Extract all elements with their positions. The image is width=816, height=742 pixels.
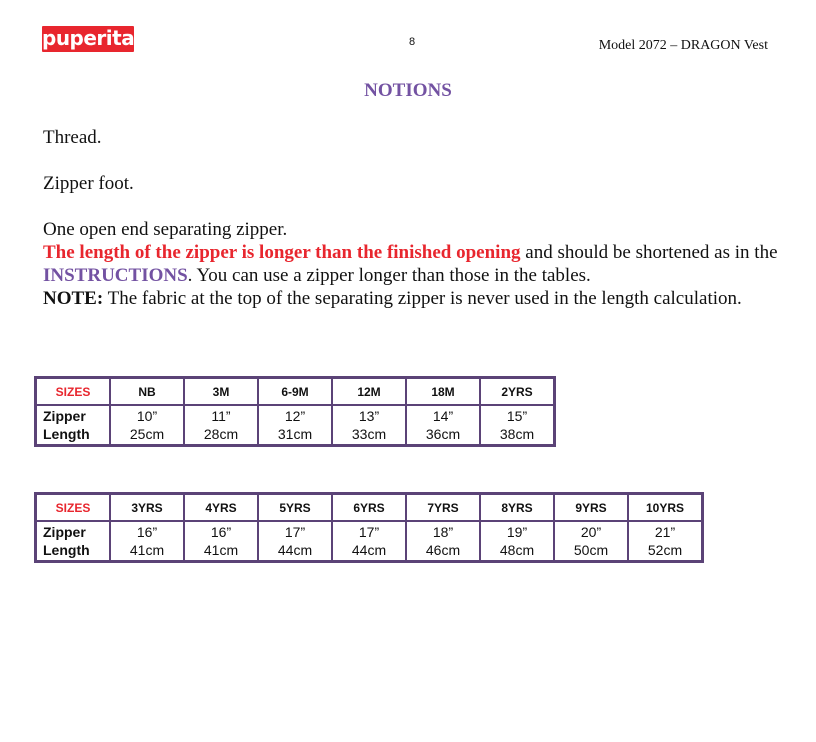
length-inches: 12”: [284, 408, 306, 424]
zipper-length-label: [36, 405, 111, 446]
length-cm: 28cm: [203, 426, 239, 442]
length-cm: 36cm: [425, 426, 461, 442]
size-cell: 3M: [184, 378, 258, 406]
length-cell: [480, 405, 555, 446]
size-cell: 7YRS: [406, 494, 480, 522]
length-cell: [480, 521, 554, 562]
length-warning: The length of the zipper is longer than the finished opening: [43, 242, 521, 263]
length-inches: 10”: [136, 408, 158, 424]
puperita-logo: puperita: [42, 26, 135, 50]
sizes-header-row: [36, 378, 555, 406]
length-cm: 52cm: [647, 542, 683, 558]
size-cell: 8YRS: [480, 494, 554, 522]
length-cell: [258, 405, 332, 446]
length-cm: 44cm: [351, 542, 387, 558]
sizes-label: SIZES: [36, 378, 111, 406]
length-inches: 18”: [432, 524, 454, 540]
zipper-length-paragraph: [43, 241, 783, 287]
section-title: NOTIONS: [364, 80, 452, 101]
notions-body: [43, 126, 783, 310]
size-cell: 6YRS: [332, 494, 406, 522]
row-label-line: Zipper: [43, 408, 86, 424]
length-cell: [110, 521, 184, 562]
note-text: The fabric at the top of the separating zipper is never used in the length calculation.: [103, 288, 742, 309]
row-label-line: Length: [43, 542, 90, 558]
sizes-header-row: [36, 494, 703, 522]
size-cell: 2YRS: [480, 378, 555, 406]
zipper-length-row: [36, 405, 555, 446]
length-cm: 41cm: [203, 542, 239, 558]
model-title: Model 2072 – DRAGON Vest: [598, 38, 768, 53]
zipper-size-table-baby: [34, 376, 556, 447]
length-inches: 21”: [654, 524, 676, 540]
length-inches: 20”: [580, 524, 602, 540]
size-cell: 18M: [406, 378, 480, 406]
length-cm: 50cm: [573, 542, 609, 558]
length-inches: 13”: [358, 408, 380, 424]
length-inches: 16”: [210, 524, 232, 540]
zipper-foot-line: Zipper foot.: [43, 173, 134, 194]
length-inches: 17”: [284, 524, 306, 540]
length-cm: 33cm: [351, 426, 387, 442]
tables-text: . You can use a zipper longer than those in the tables.: [187, 265, 591, 286]
size-cell: NB: [110, 378, 184, 406]
length-cell: [258, 521, 332, 562]
size-cell: 9YRS: [554, 494, 628, 522]
length-cell: [628, 521, 703, 562]
shorten-text: and should be shortened as in the: [520, 242, 778, 263]
length-inches: 17”: [358, 524, 380, 540]
instructions-link-text: INSTRUCTIONS: [43, 265, 188, 286]
size-cell: 5YRS: [258, 494, 332, 522]
length-cm: 41cm: [129, 542, 165, 558]
length-cell: [406, 405, 480, 446]
zipper-length-label: [36, 521, 111, 562]
zipper-size-table-kids: [34, 492, 704, 563]
zipper-intro-line: One open end separating zipper.: [43, 219, 288, 240]
length-cm: 48cm: [499, 542, 535, 558]
sizes-label: SIZES: [36, 494, 111, 522]
length-inches: 16”: [136, 524, 158, 540]
length-cm: 38cm: [499, 426, 535, 442]
length-inches: 11”: [211, 408, 231, 424]
length-inches: 15”: [506, 408, 528, 424]
size-cell: 12M: [332, 378, 406, 406]
length-cm: 46cm: [425, 542, 461, 558]
row-label-line: Zipper: [43, 524, 86, 540]
size-cell: 10YRS: [628, 494, 703, 522]
note-paragraph: [43, 287, 783, 310]
length-cell: [110, 405, 184, 446]
length-cell: [554, 521, 628, 562]
length-inches: 19”: [506, 524, 528, 540]
length-cm: 31cm: [277, 426, 313, 442]
thread-line: Thread.: [43, 127, 102, 148]
length-cell: [406, 521, 480, 562]
note-label: NOTE:: [43, 288, 104, 309]
length-cm: 25cm: [129, 426, 165, 442]
size-cell: 4YRS: [184, 494, 258, 522]
length-cell: [332, 521, 406, 562]
length-cell: [332, 405, 406, 446]
length-cell: [184, 405, 258, 446]
row-label-line: Length: [43, 426, 90, 442]
page-number: 8: [409, 36, 416, 48]
length-cm: 44cm: [277, 542, 313, 558]
length-inches: 14”: [432, 408, 454, 424]
length-cell: [184, 521, 258, 562]
size-cell: 6-9M: [258, 378, 332, 406]
size-cell: 3YRS: [110, 494, 184, 522]
zipper-length-row: [36, 521, 703, 562]
